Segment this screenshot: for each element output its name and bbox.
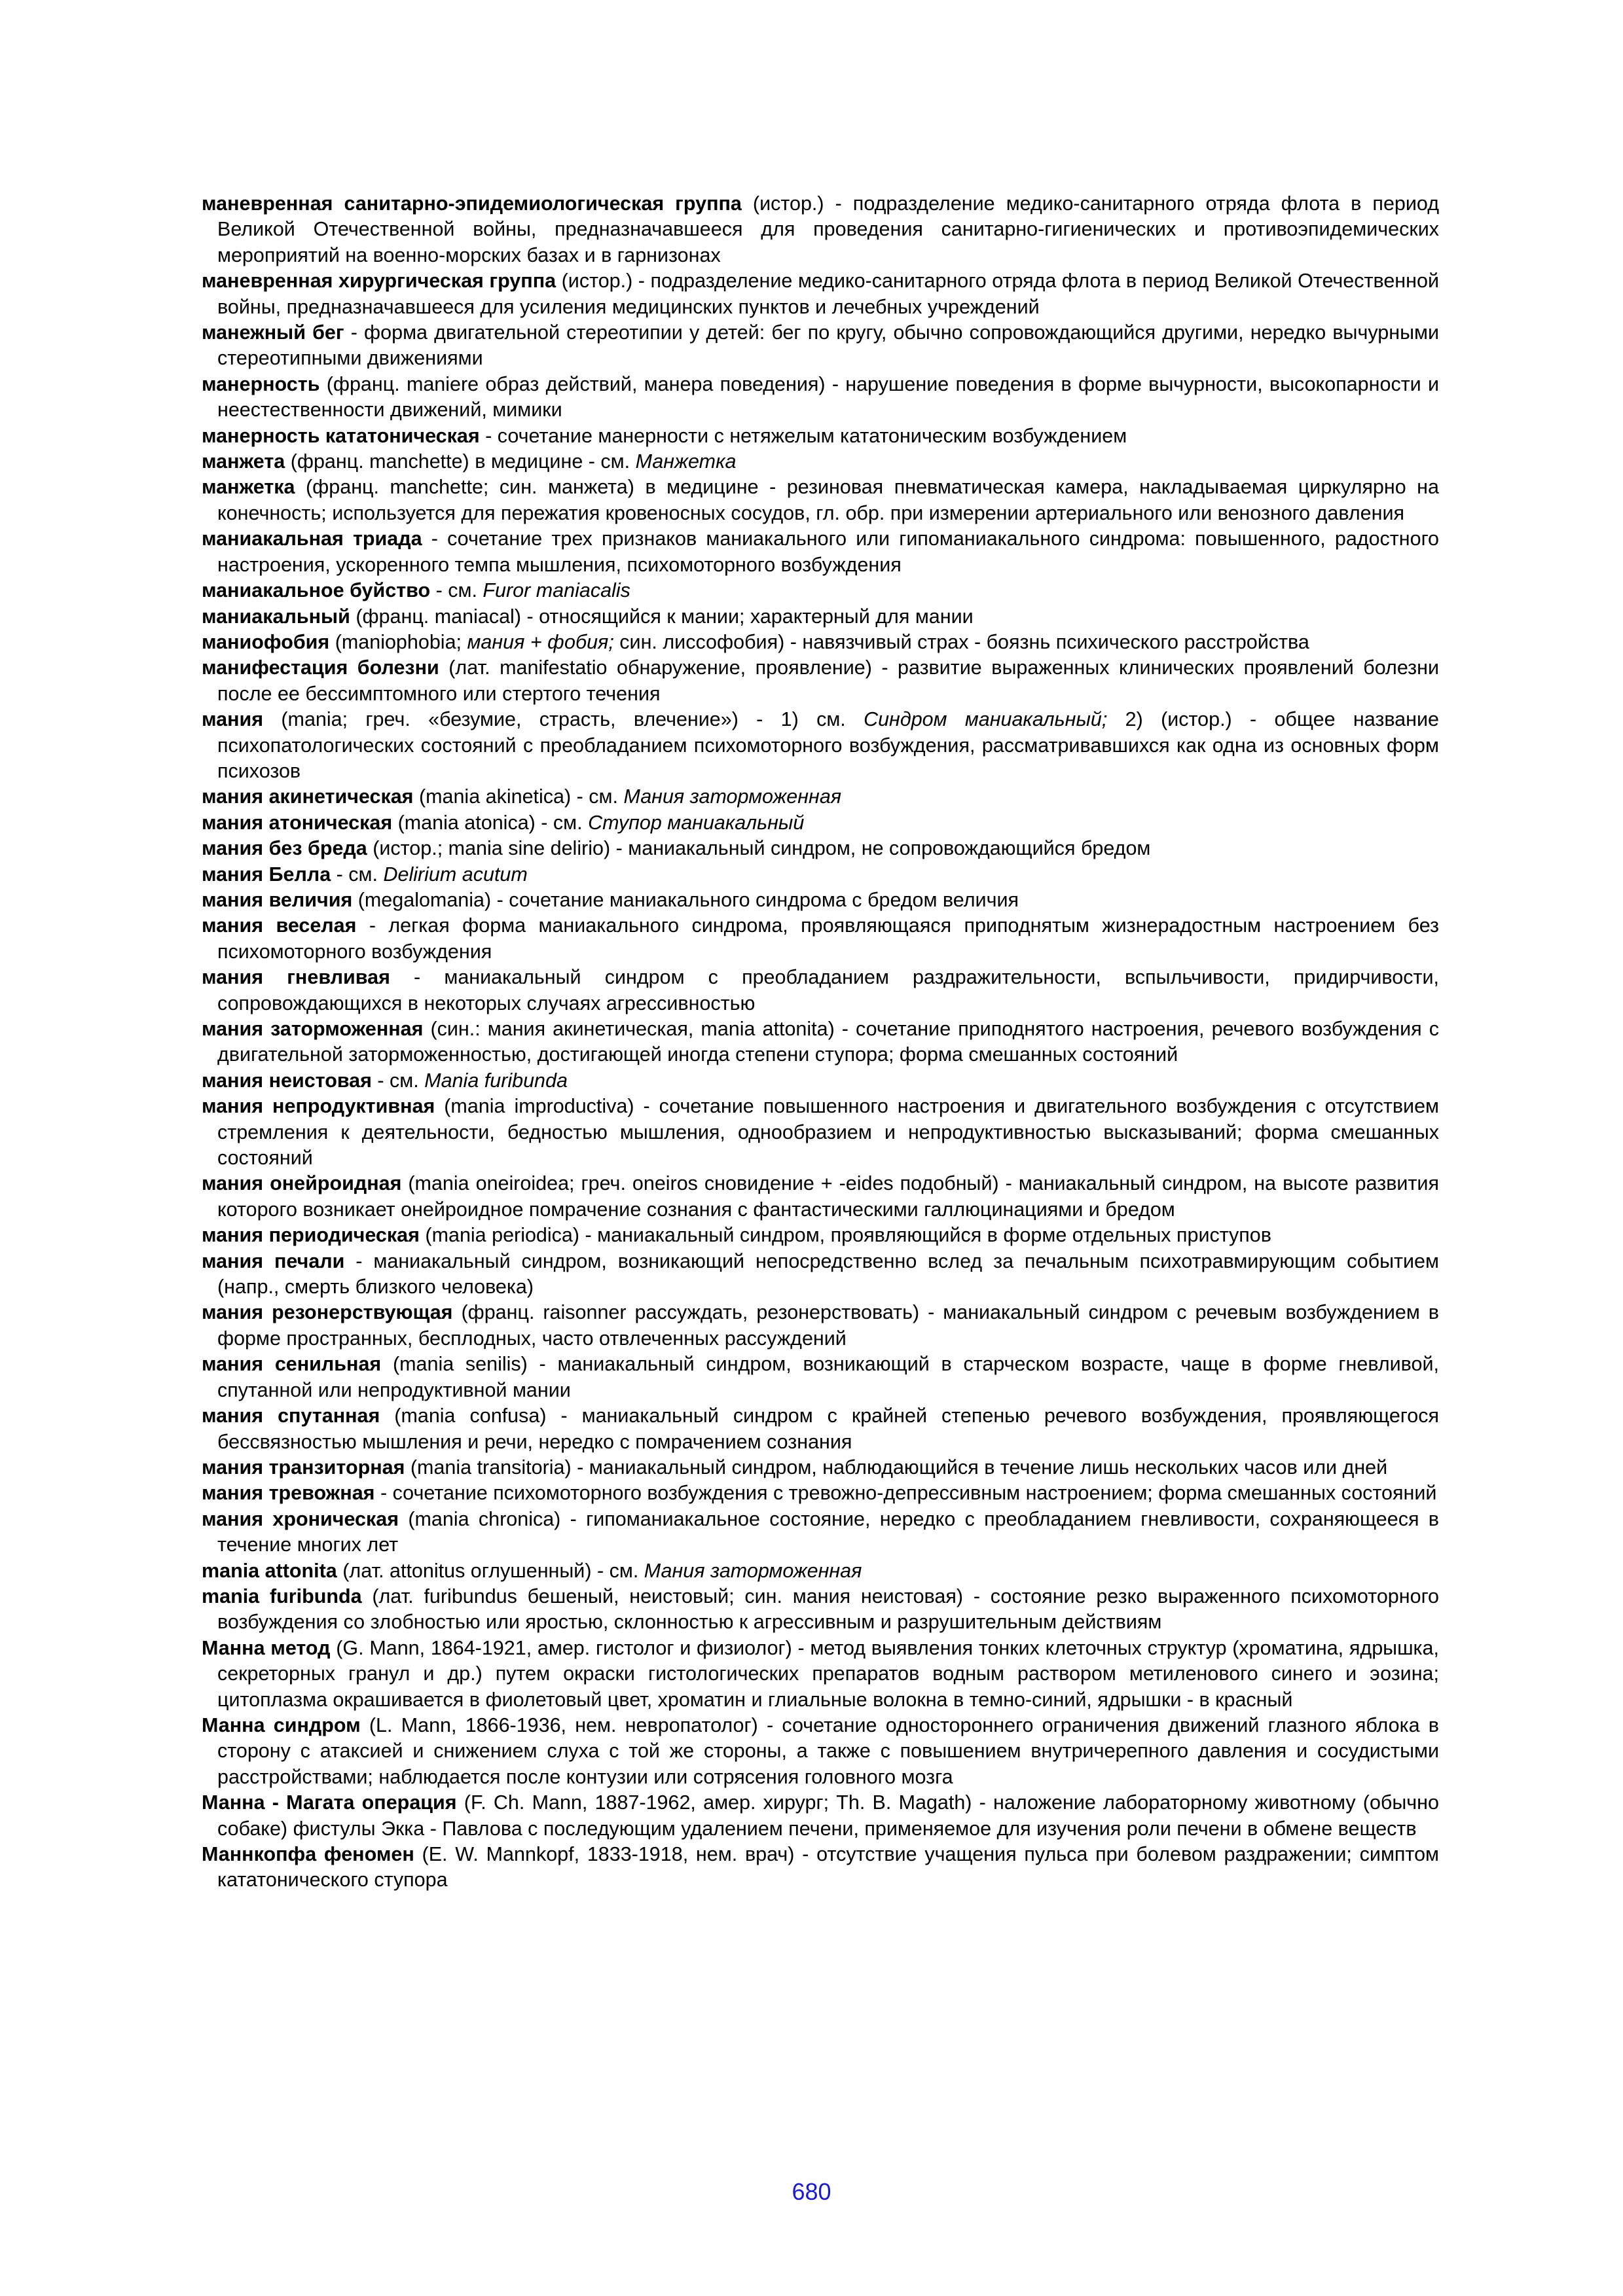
entry-headword: манифестация болезни [202, 656, 439, 679]
entry-headword: мания резонерствующая [202, 1301, 453, 1324]
entry-cross-reference: Ступор маниакальный [588, 811, 805, 834]
dictionary-entry [202, 320, 1439, 372]
entry-headword: mania furibunda [202, 1585, 362, 1607]
entry-text: (mania transitoria) - маниакальный синдром, наблюдающийся в течение лишь нескольких часов или дней [405, 1456, 1388, 1479]
entry-text: - легкая форма маниакального синдрома, проявляющаяся приподнятым жизнерадостным настроением без психомоторного возбуждения [217, 914, 1439, 963]
dictionary-entry [202, 1016, 1439, 1068]
entry-headword: манжета [202, 450, 285, 473]
entry-text: (лат. attonitus оглушенный) - см. [337, 1559, 644, 1582]
entry-text: (mania senilis) - маниакальный синдром, возникающий в старческом возрасте, чаще в форме гневливой, спутанной или непродуктивной мании [217, 1353, 1439, 1401]
entry-text: (G. Mann, 1864-1921, амер. гистолог и физиолог) - метод выявления тонких клеточных структур (хроматина, ядрышка, секреторных гранул и др.) путем окраски гистологических препаратов водным раствором метиленового синего и эозина; цитоплазма окрашивается в фиолетовый цвет, хроматин и глиальные волокна в темно-синий, ядрышки - в красный [217, 1636, 1439, 1711]
entry-headword: mania attonita [202, 1559, 337, 1582]
entry-cross-reference: Furor maniacalis [483, 579, 630, 602]
entry-text: (лат. furibundus бешеный, неистовый; син. мания неистовая) - состояние резко выраженного психомоторного возбуждения со злобностью или яростью, склонностью к агрессивным и разрушительным действиям [217, 1585, 1439, 1634]
entry-text: (mania confusa) - маниакальный синдром с крайней степенью речевого возбуждения, проявляющегося бессвязностью мышления и речи, нередко с помрачением сознания [217, 1405, 1439, 1453]
dictionary-entry [202, 1171, 1439, 1223]
entry-headword: манежный бег [202, 321, 344, 344]
entry-text: - см. [430, 579, 483, 602]
entry-text: (mania periodica) - маниакальный синдром, проявляющийся в форме отдельных приступов [419, 1224, 1271, 1247]
entry-headword: мания тревожная [202, 1482, 375, 1505]
entry-headword: мания сенильная [202, 1353, 382, 1376]
dictionary-entry [202, 810, 1439, 836]
entry-text: (maniophobia; [329, 630, 467, 653]
dictionary-entry [202, 784, 1439, 810]
entry-headword: манерность [202, 372, 320, 395]
dictionary-entry [202, 1842, 1439, 1893]
dictionary-page [202, 191, 1439, 1893]
dictionary-entry [202, 888, 1439, 913]
dictionary-entry [202, 836, 1439, 861]
dictionary-entry [202, 1455, 1439, 1480]
entry-headword: маниофобия [202, 630, 330, 653]
dictionary-entry [202, 913, 1439, 965]
entry-headword: мания спутанная [202, 1405, 380, 1427]
entry-headword: маневренная хирургическая группа [202, 270, 556, 293]
dictionary-entry [202, 604, 1439, 630]
entry-headword: мания акинетическая [202, 785, 414, 808]
dictionary-entry [202, 1300, 1439, 1352]
entry-headword: Маннкопфа феномен [202, 1843, 414, 1865]
dictionary-entry [202, 1790, 1439, 1842]
entry-text: (лат. manifestatio обнаружение, проявление) - развитие выраженных клинических проявлений болезни после ее бессимптомного или стертого течения [217, 656, 1439, 705]
dictionary-entry [202, 1352, 1439, 1403]
dictionary-entry [202, 268, 1439, 320]
entry-headword: мания непродуктивная [202, 1095, 435, 1118]
entry-text: (истор.; mania sine delirio) - маниакальный синдром, не сопровождающийся бредом [367, 837, 1151, 860]
dictionary-entry [202, 423, 1439, 449]
entry-text: (франц. raisonner рассуждать, резонерствовать) - маниакальный синдром с речевым возбуждением в форме пространных, бесплодных, часто отвлеченных рассуждений [217, 1301, 1440, 1350]
dictionary-entry [202, 655, 1439, 707]
entry-text: син. лиссофобия) - навязчивый страх - боязнь психического расстройства [613, 630, 1309, 653]
entry-cross-reference: Манжетка [635, 450, 737, 473]
dictionary-entry [202, 475, 1439, 526]
entry-headword: Манна - Магата операция [202, 1791, 457, 1814]
entry-headword: Манна метод [202, 1636, 331, 1659]
dictionary-entry [202, 1558, 1439, 1584]
entry-headword: мания гневливая [202, 966, 390, 989]
entry-headword: мания хроническая [202, 1507, 399, 1530]
entry-headword: маниакальное буйство [202, 579, 431, 602]
entry-text: (франц. manchette; син. манжета) в медицине - резиновая пневматическая камера, накладываемая циркулярно на конечность; используется для пережатия кровеносных сосудов, гл. обр. при измерении артериального или венозного давления [217, 476, 1439, 524]
dictionary-entry [202, 630, 1439, 655]
entry-text: - сочетание манерности с нетяжелым кататоническим возбуждением [479, 424, 1127, 447]
entry-headword: мания атоническая [202, 811, 393, 834]
dictionary-entry [202, 526, 1439, 578]
entry-cross-reference: Delirium acutum [383, 863, 528, 886]
entry-text: (mania oneiroidea; греч. oneiros сновидение + -eides подобный) - маниакальный синдром, на высоте развития которого возникает онейроидное помрачение сознания с фантастическими галлюцинациями и бредом [217, 1172, 1439, 1221]
dictionary-entry [202, 1223, 1439, 1248]
dictionary-entry [202, 1249, 1439, 1300]
entry-text: - маниакальный синдром с преобладанием раздражительности, вспыльчивости, придирчивости, сопровождающихся в некоторых случаях агрессивностью [217, 966, 1439, 1014]
entry-headword: мания заторможенная [202, 1018, 424, 1040]
entry-text: (E. W. Mannkopf, 1833-1918, нем. врач) - отсутствие учащения пульса при болевом раздражении; симптом кататонического ступора [217, 1843, 1439, 1892]
entry-text: (mania atonica) - см. [392, 811, 589, 834]
entry-text: - маниакальный синдром, возникающий непосредственно вслед за печальным психотравмирующим событием (напр., смерть близкого человека) [217, 1249, 1439, 1299]
entry-text: (син.: мания акинетическая, mania attonita) - сочетание приподнятого настроения, речевого возбуждения с двигательной заторможенностью, достигающей иногда степени ступора; форма смешанных состояний [217, 1018, 1439, 1066]
page-number: 680 [792, 2178, 831, 2205]
entry-headword: мания величия [202, 888, 353, 911]
entry-text: 2) (истор.) - общее название психопатологических состояний с преобладанием психомоторного возбуждения, рассматривавшихся как одна из основных форм психозов [217, 708, 1439, 782]
entry-text: (франц. maniere образ действий, манера поведения) - нарушение поведения в форме вычурности, высокопарности и неестественности движений, мимики [217, 372, 1439, 422]
entry-cross-reference: Синдром маниакальный; [864, 708, 1108, 731]
dictionary-entry [202, 372, 1439, 423]
entry-text: - см. [331, 863, 384, 886]
entry-headword: мания онейроидная [202, 1172, 402, 1195]
dictionary-entry [202, 707, 1439, 784]
entry-text: (megalomania) - сочетание маниакального синдрома с бредом величия [352, 888, 1019, 911]
entry-text: (L. Mann, 1866-1936, нем. невропатолог) - сочетание одностороннего ограничения движений глазного яблока в сторону с атаксией и снижением слуха с той же стороны, а также с повышением внутричерепного давления и сосудистыми расстройствами; наблюдается после контузии или сотрясения головного мозга [217, 1713, 1439, 1788]
dictionary-entry [202, 1713, 1439, 1790]
entry-text: (mania akinetica) - см. [413, 785, 624, 808]
entry-headword: манжетка [202, 476, 295, 499]
entry-cross-reference: мания + фобия; [467, 630, 614, 653]
entry-headword: маневренная санитарно-эпидемиологическая группа [202, 192, 742, 215]
entry-text: (mania improductiva) - сочетание повышенного настроения и двигательного возбуждения с отсутствием стремления к деятельности, бедностью мышления, однообразием и непродуктивностью высказываний; форма смешанных состояний [217, 1095, 1440, 1170]
entry-headword: мания транзиторная [202, 1456, 405, 1479]
entry-text: (истор.) - подразделение медико-санитарного отряда флота в период Великой Отечественной войны, предназначавшееся для усиления медицинских пунктов и лечебных учреждений [217, 270, 1439, 318]
entry-text: - сочетание психомоторного возбуждения с тревожно-депрессивным настроением; форма смешанных состояний [374, 1482, 1437, 1505]
entry-text: (истор.) - подразделение медико-санитарного отряда флота в период Великой Отечественной войны, предназначавшееся для проведения санитарно-гигиенических и противоэпидемических мероприятий на военно-морских базах и в гарнизонах [217, 192, 1439, 266]
dictionary-entry [202, 1403, 1439, 1455]
entry-cross-reference: Mania furibunda [424, 1069, 568, 1092]
entry-headword: манерность кататоническая [202, 424, 480, 447]
entry-text: (mania chronica) - гипоманиакальное состояние, нередко с преобладанием гневливости, сохраняющееся в течение многих лет [217, 1507, 1440, 1556]
entry-headword: маниакальная триада [202, 528, 422, 550]
entry-text: - форма двигательной стереотипии у детей: бег по кругу, обычно сопровождающийся другими, нередко вычурными стереотипными движениями [217, 321, 1439, 370]
dictionary-entry [202, 1507, 1439, 1558]
entry-text: (F. Ch. Mann, 1887-1962, амер. хирург; Th. B. Magath) - наложение лабораторному животному (обычно собаке) фистулы Экка - Павлова с последующим удалением печени, применяемое для изучения роли печени в обмене веществ [217, 1791, 1439, 1840]
dictionary-entry [202, 965, 1439, 1016]
entry-text: - сочетание трех признаков маниакального или гипоманиакального синдрома: повышенного, радостного настроения, ускоренного темпа мышления, психомоторного возбуждения [217, 528, 1440, 576]
dictionary-entry [202, 191, 1439, 268]
entry-headword: мания периодическая [202, 1224, 420, 1247]
dictionary-entry [202, 862, 1439, 888]
entry-headword: мания печали [202, 1249, 345, 1272]
dictionary-entry [202, 1480, 1439, 1506]
entry-text: (франц. maniacal) - относящийся к мании; характерный для мании [350, 605, 974, 628]
entry-headword: мания без бреда [202, 837, 367, 860]
entry-headword: Манна синдром [202, 1713, 361, 1736]
entry-text: (mania; греч. «безумие, страсть, влечение») - 1) см. [263, 708, 864, 731]
entry-cross-reference: Мания заторможенная [623, 785, 842, 808]
dictionary-entry [202, 449, 1439, 475]
entry-headword: мания веселая [202, 914, 357, 937]
entry-headword: мания неистовая [202, 1069, 372, 1092]
dictionary-entry [202, 578, 1439, 603]
dictionary-entry [202, 1068, 1439, 1094]
entry-text: - см. [371, 1069, 425, 1092]
dictionary-entry [202, 1094, 1439, 1171]
entry-headword: мания Белла [202, 863, 331, 886]
dictionary-entry [202, 1584, 1439, 1636]
entry-text: (франц. manchette) в медицине - см. [285, 450, 636, 473]
entry-cross-reference: Мания заторможенная [644, 1559, 862, 1582]
dictionary-entry [202, 1636, 1439, 1713]
entry-headword: маниакальный [202, 605, 350, 628]
entry-headword: мания [202, 708, 264, 731]
